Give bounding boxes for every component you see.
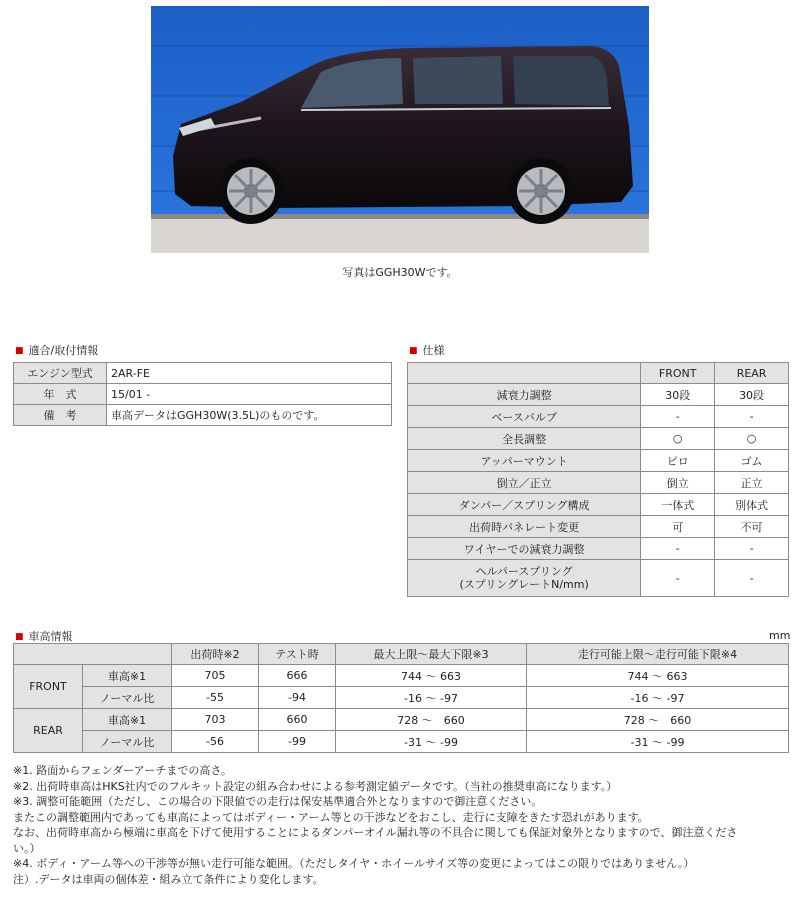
- table-header-row: [408, 363, 789, 384]
- table-row: [408, 428, 789, 450]
- spec-front-value: ピロ: [641, 450, 715, 472]
- fitment-table: [13, 362, 392, 426]
- spec-front-value: 一体式: [641, 494, 715, 516]
- spec-rear-value: 正立: [715, 472, 789, 494]
- fitment-title-text: 適合/取付情報: [28, 344, 99, 357]
- spec-header-front: FRONT: [641, 363, 715, 384]
- spec-rear-value: -: [715, 406, 789, 428]
- spec-label-line2: (スプリングレートN/mm): [459, 578, 589, 591]
- fitment-value: 2AR-FE: [107, 363, 392, 384]
- square-bullet-icon: ■: [409, 346, 418, 356]
- table-row: [408, 538, 789, 560]
- height-value: 728 ～ 660: [527, 709, 789, 731]
- table-row: [14, 665, 789, 687]
- spec-front-value: 倒立: [641, 472, 715, 494]
- height-row-label: ノーマル比: [83, 687, 172, 709]
- height-value: -16 ～ -97: [336, 687, 527, 709]
- spec-label: アッパーマウント: [408, 450, 641, 472]
- height-value: -56: [172, 731, 259, 753]
- photo-caption: 写真はGGH30Wです。: [342, 266, 458, 279]
- height-value: 728 ～ 660: [336, 709, 527, 731]
- table-row: [408, 472, 789, 494]
- height-value: 703: [172, 709, 259, 731]
- height-header-test: テスト時: [259, 644, 336, 665]
- spec-rear-value: ○: [715, 428, 789, 450]
- fitment-label: 年 式: [14, 384, 107, 405]
- footnote: い。）: [13, 841, 41, 855]
- spec-rear-value: -: [715, 560, 789, 597]
- square-bullet-icon: ■: [15, 632, 24, 642]
- fitment-label: エンジン型式: [14, 363, 107, 384]
- spec-title-text: 仕様: [422, 344, 445, 357]
- spec-label: ベースバルブ: [408, 406, 641, 428]
- height-header-drivable-range: 走行可能上限～走行可能下限※4: [527, 644, 789, 665]
- table-header-row: [14, 644, 789, 665]
- spec-table: [407, 362, 789, 597]
- footnote: ※4. ボディ・アーム等への干渉等が無い走行可能な範囲。（ただしタイヤ・ホイールサイズ等の変更によってはこの限りではありません。）: [13, 857, 695, 870]
- footnote: ※2. 出荷時車高はHKS社内でのフルキット設定の組み合わせによる参考測定値データです。（当社の推奨車高になります。）: [13, 779, 618, 793]
- height-position-rear: REAR: [14, 709, 83, 753]
- height-value: -16 ～ -97: [527, 687, 789, 709]
- height-section-title: [15, 628, 73, 644]
- spec-front-value: -: [641, 560, 715, 597]
- vehicle-photo: [151, 6, 649, 253]
- square-bullet-icon: ■: [15, 346, 24, 356]
- spec-corner-cell: [408, 363, 641, 384]
- spec-section-title: [409, 342, 445, 358]
- footnotes: [13, 763, 793, 887]
- spec-front-value: 30段: [641, 384, 715, 406]
- footnote: ※1. 路面からフェンダーアーチまでの高さ。: [13, 764, 232, 777]
- table-row: [408, 450, 789, 472]
- height-value: 744 ～ 663: [527, 665, 789, 687]
- height-value: 705: [172, 665, 259, 687]
- footnote: なお、出荷時車高から極端に車高を下げて使用することによるダンパーオイル漏れ等の不具合に関しても保証対象外となりますので、御注意くださ: [13, 826, 738, 839]
- table-row: [408, 406, 789, 428]
- table-row: [408, 384, 789, 406]
- height-header-shipping: 出荷時※2: [172, 644, 259, 665]
- height-row-label: 車高※1: [83, 709, 172, 731]
- fitment-section-title: [15, 342, 98, 358]
- spec-label: 全長調整: [408, 428, 641, 450]
- spec-label: 減衰力調整: [408, 384, 641, 406]
- height-position-front: FRONT: [14, 665, 83, 709]
- height-value: 660: [259, 709, 336, 731]
- table-row: [408, 516, 789, 538]
- height-row-label: ノーマル比: [83, 731, 172, 753]
- spec-label: 出荷時バネレート変更: [408, 516, 641, 538]
- height-title-text: 車高情報: [28, 630, 73, 643]
- spec-rear-value: 不可: [715, 516, 789, 538]
- fitment-value: 車高データはGGH30W(3.5L)のものです。: [107, 405, 392, 426]
- spec-label-line1: ヘルパースプリング: [475, 565, 573, 578]
- table-row: [14, 687, 789, 709]
- footnote: 注）.データは車両の個体差・組み立て条件により変化します。: [13, 872, 324, 886]
- height-row-label: 車高※1: [83, 665, 172, 687]
- spec-front-value: -: [641, 538, 715, 560]
- spec-label: ワイヤーでの減衰力調整: [408, 538, 641, 560]
- height-value: -94: [259, 687, 336, 709]
- fitment-label: 備 考: [14, 405, 107, 426]
- footnote: またこの調整範囲内であっても車高によってはボディー・アーム等との干渉などをおこし、走行に支障をきたす恐れがあります。: [13, 810, 649, 824]
- footnote: ※3. 調整可能範囲（ただし、この場合の下限値での走行は保安基準適合外となりますので御注意ください。: [13, 795, 543, 808]
- height-header-max-range: 最大上限～最大下限※3: [336, 644, 527, 665]
- spec-front-value: 可: [641, 516, 715, 538]
- spec-rear-value: ゴム: [715, 450, 789, 472]
- table-row: [408, 494, 789, 516]
- height-value: -99: [259, 731, 336, 753]
- height-corner-cell: [14, 644, 172, 665]
- height-table: [13, 643, 789, 753]
- spec-rear-value: 30段: [715, 384, 789, 406]
- table-row: [14, 405, 392, 426]
- spec-label: [408, 560, 641, 597]
- height-value: -31 ～ -99: [527, 731, 789, 753]
- height-value: -55: [172, 687, 259, 709]
- height-value: 744 ～ 663: [336, 665, 527, 687]
- table-row: [14, 731, 789, 753]
- spec-label: 倒立／正立: [408, 472, 641, 494]
- height-unit-label: mm: [769, 629, 791, 642]
- spec-header-rear: REAR: [715, 363, 789, 384]
- spec-label: ダンパー／スプリング構成: [408, 494, 641, 516]
- vehicle-illustration: [151, 6, 649, 253]
- table-row: [14, 363, 392, 384]
- spec-rear-value: 別体式: [715, 494, 789, 516]
- table-row: [14, 709, 789, 731]
- height-value: 666: [259, 665, 336, 687]
- fitment-value: 15/01 -: [107, 384, 392, 405]
- height-value: -31 ～ -99: [336, 731, 527, 753]
- table-row: [14, 384, 392, 405]
- spec-front-value: ○: [641, 428, 715, 450]
- spec-front-value: -: [641, 406, 715, 428]
- spec-rear-value: -: [715, 538, 789, 560]
- table-row: [408, 560, 789, 597]
